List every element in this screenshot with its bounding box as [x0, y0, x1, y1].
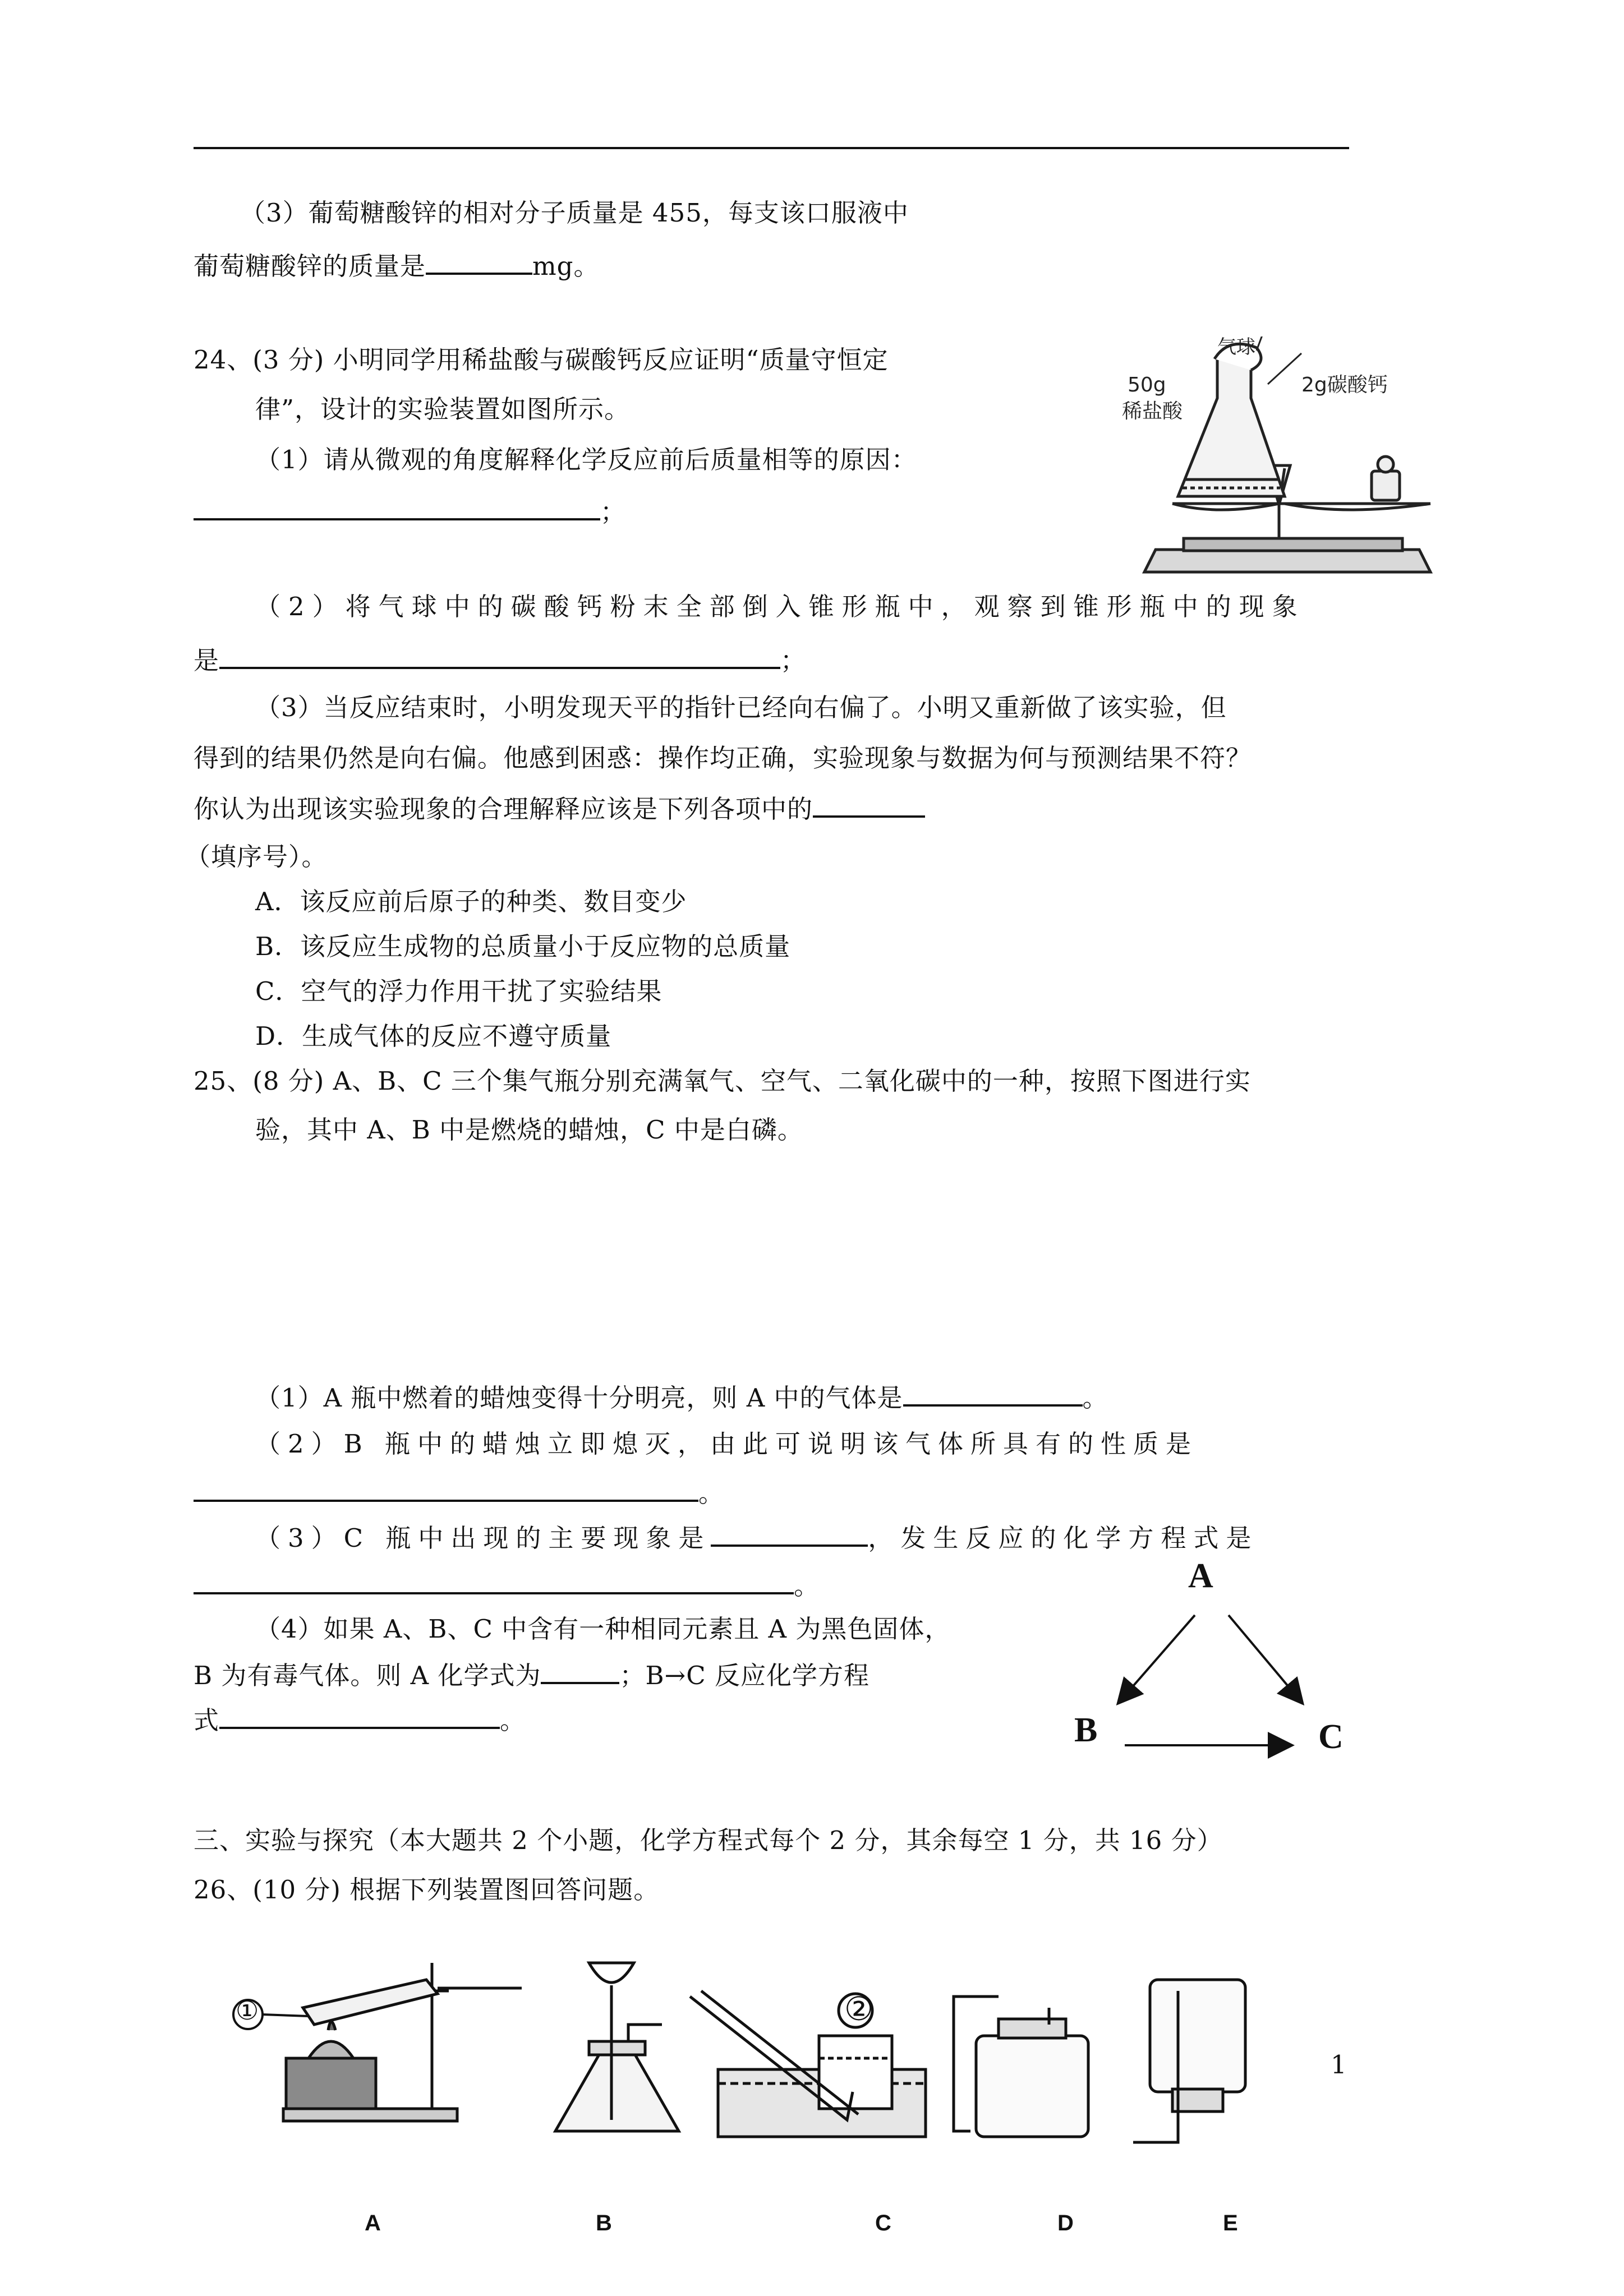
q24-p3-line3 [194, 791, 925, 826]
answer-blank[interactable] [194, 494, 600, 520]
apparatus-figure [224, 1940, 1346, 2176]
acid-mass-label: 50g [1128, 374, 1166, 397]
q25-p3-text: （3）C 瓶中出现的主要现象是 [255, 1523, 711, 1553]
q25-p2-end: 。 [698, 1478, 725, 1508]
q24-option-a: A．该反应前后原子的种类、数目变少 [255, 887, 687, 916]
q24-stem-line1: 24、(3 分) 小明同学用稀盐酸与碳酸钙反应证明“质量守恒定 [194, 345, 889, 375]
q24-balance-figure [1116, 336, 1453, 583]
q23-p3-unit: mg。 [532, 251, 600, 281]
answer-blank[interactable] [194, 1475, 698, 1502]
answer-blank[interactable] [426, 248, 532, 275]
q25-p2-line1: （2）B 瓶中的蜡烛立即熄灭，由此可说明该气体所具有的性质是 [255, 1429, 1199, 1459]
q24-p2-line1: （2）将气球中的碳酸钙粉末全部倒入锥形瓶中，观察到锥形瓶中的现象 [255, 592, 1305, 621]
q24-stem-line2: 律”，设计的实验装置如图所示。 [255, 394, 631, 424]
q25-p3-end: 。 [794, 1571, 820, 1601]
diagram-node-b: B [1074, 1711, 1098, 1749]
q24-p2-end: ； [780, 646, 807, 675]
diagram-node-a: A [1188, 1557, 1213, 1595]
page-number: 1 [1331, 2050, 1347, 2080]
q24-p2-line2 [194, 642, 806, 677]
q25-p2-answer [194, 1475, 724, 1510]
q26-stem: 26、(10 分) 根据下列装置图回答问题。 [194, 1875, 660, 1905]
header-rule [194, 147, 1349, 149]
q23-p3-line2 [194, 248, 600, 283]
q25-p1 [255, 1380, 1108, 1415]
q24-option-d: D．生成气体的反应不遵守质量 [255, 1021, 612, 1051]
q25-p4-line3 [194, 1702, 526, 1737]
q23-p3-text: 葡萄糖酸锌的质量是 [194, 251, 426, 281]
q24-p1-answer [194, 494, 626, 529]
acid-name-label: 稀盐酸 [1122, 400, 1183, 423]
balloon-label: 气球 [1217, 336, 1255, 358]
q25-p4-text3: 式 [194, 1705, 220, 1735]
q25-p1-end: 。 [1082, 1383, 1108, 1413]
q24-p2-text: 是 [194, 646, 220, 675]
q23-p3-line1: （3）葡萄糖酸锌的相对分子质量是 455，每支该口服液中 [240, 198, 909, 228]
q25-p3-text2: ，发生反应的化学方程式是 [868, 1523, 1259, 1553]
answer-blank[interactable] [711, 1520, 868, 1547]
marker-1: ① [236, 1995, 259, 2026]
answer-blank[interactable] [194, 1567, 794, 1594]
section3-heading: 三、实验与探究（本大题共 2 个小题，化学方程式每个 2 分，其余每空 1 分，共 16 分） [194, 1825, 1223, 1855]
marker-2: ② [844, 1990, 873, 2028]
q25-p4-line2 [194, 1657, 869, 1693]
apparatus-label-e: E [1223, 2211, 1238, 2235]
q24-p3-line1: （3）当反应结束时，小明发现天平的指针已经向右偏了。小明又重新做了该实验，但 [255, 693, 1227, 722]
q25-p4-text: B 为有毒气体。则 A 化学式为 [194, 1661, 541, 1690]
diagram-node-c: C [1318, 1718, 1344, 1756]
q25-p4-line1: （4）如果 A、B、C 中含有一种相同元素且 A 为黑色固体， [255, 1614, 951, 1644]
q25-p1-text: （1）A 瓶中燃着的蜡烛变得十分明亮，则 A 中的气体是 [255, 1383, 903, 1413]
answer-blank[interactable] [219, 1702, 500, 1729]
q25-p4-text2: ；B→C 反应化学方程 [619, 1661, 869, 1690]
q24-p1-end: ； [600, 497, 627, 527]
q25-p3-line1 [255, 1520, 1258, 1555]
answer-blank[interactable] [541, 1657, 619, 1684]
q24-p1: （1）请从微观的角度解释化学反应前后质量相等的原因： [255, 445, 917, 474]
apparatus-label-d: D [1057, 2211, 1074, 2235]
q25-p3-answer [194, 1567, 820, 1603]
apparatus-label-c: C [875, 2211, 891, 2235]
q24-p3-line4: （填序号）。 [185, 842, 328, 872]
q24-option-c: C．空气的浮力作用干扰了实验结果 [255, 976, 663, 1006]
q24-option-b: B．该反应生成物的总质量小于反应物的总质量 [255, 932, 791, 961]
apparatus-label-b: B [596, 2211, 612, 2235]
answer-blank[interactable] [219, 642, 780, 669]
q25-stem-line1: 25、(8 分) A、B、C 三个集气瓶分别充满氧气、空气、二氧化碳中的一种，按照下图进行实 [194, 1066, 1251, 1096]
q25-stem-line2: 验，其中 A、B 中是燃烧的蜡烛，C 中是白磷。 [255, 1115, 803, 1145]
answer-blank[interactable] [903, 1380, 1083, 1407]
q24-p3-text: 你认为出现该实验现象的合理解释应该是下列各项中的 [194, 794, 813, 824]
apparatus-label-a: A [365, 2211, 381, 2235]
caco3-label: 2g碳酸钙 [1301, 374, 1388, 397]
answer-blank[interactable] [813, 791, 925, 818]
q25-p4-end: 。 [500, 1705, 526, 1735]
q24-p3-line2: 得到的结果仍然是向右偏。他感到困惑：操作均正确，实验现象与数据为何与预测结果不符？ [194, 743, 1252, 773]
